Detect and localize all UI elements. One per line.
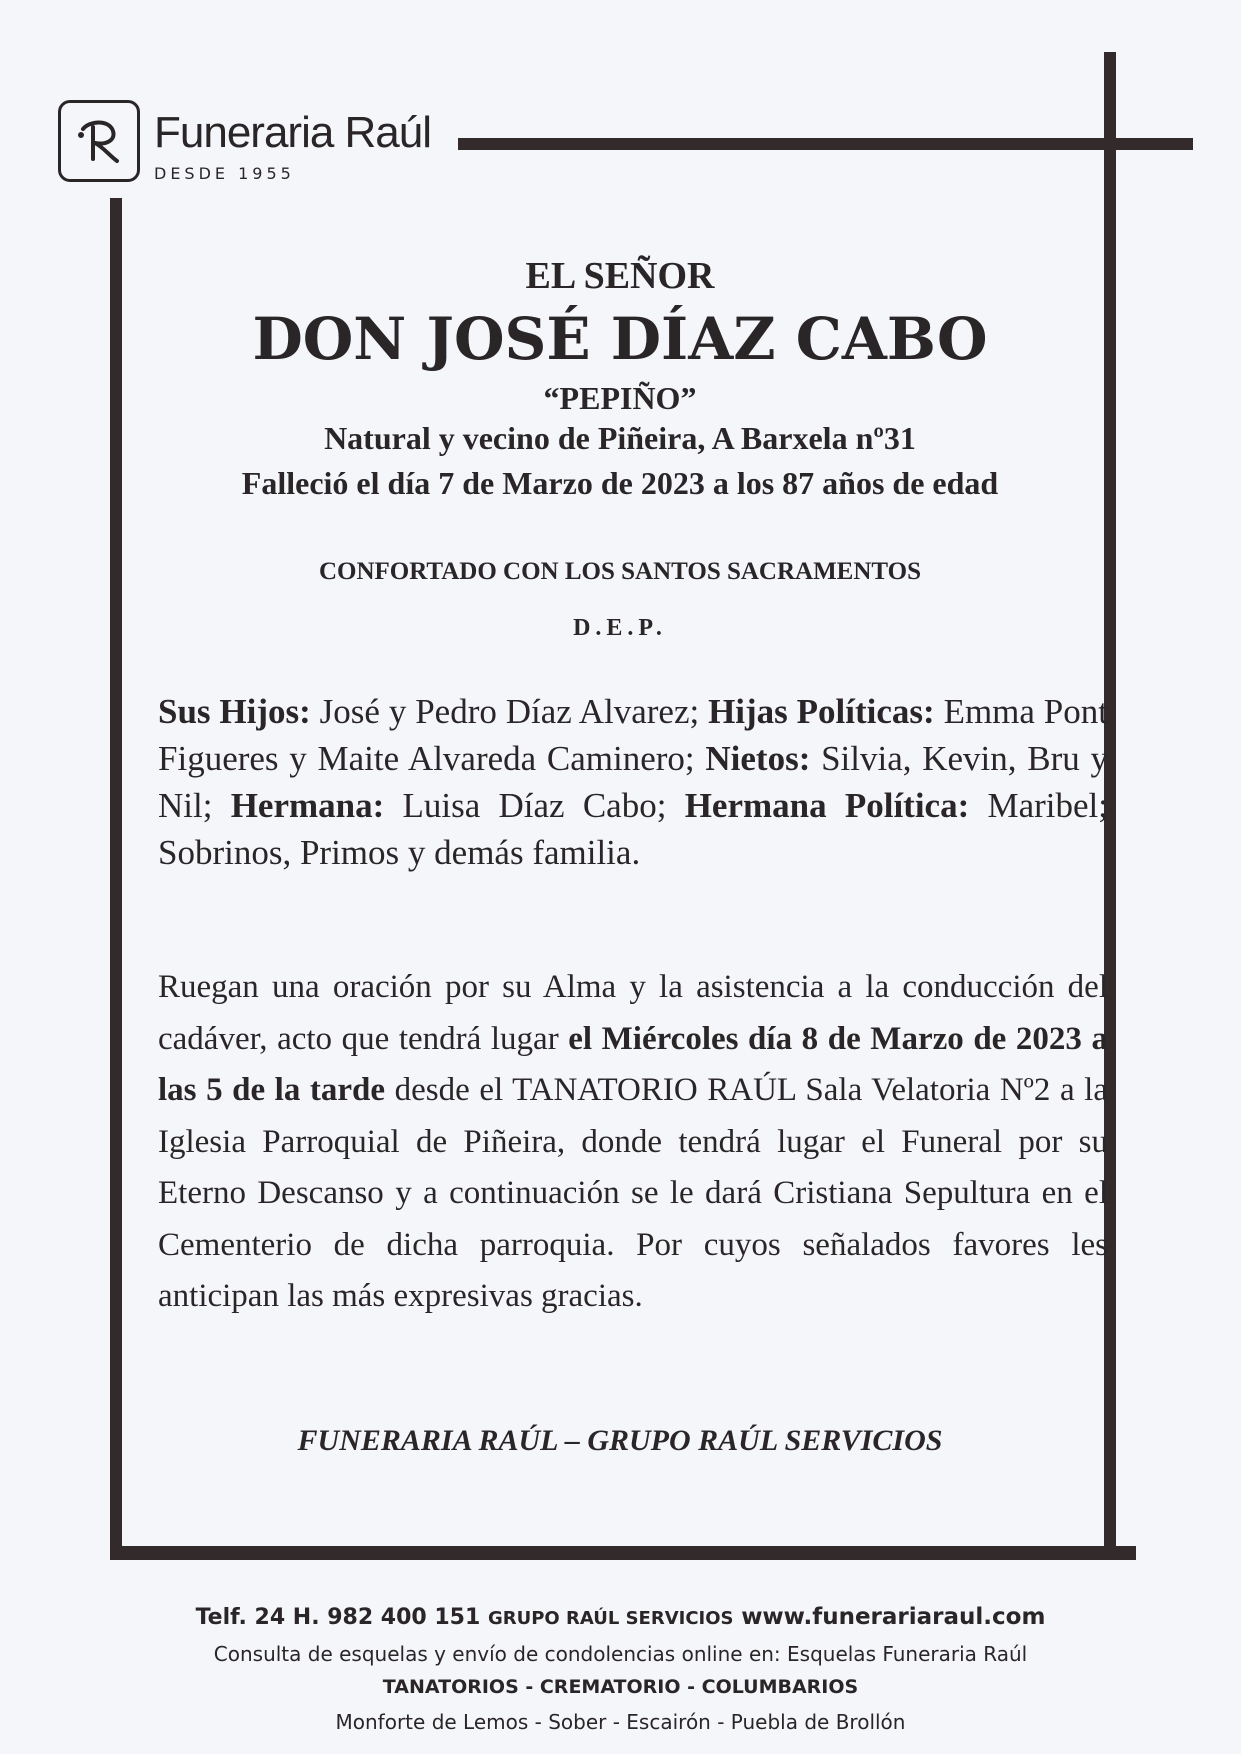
funeral-datetime: el Miércoles día 8 de Marzo de 2023 a las 5 de la tarde xyxy=(158,1020,1108,1108)
footer-online: Consulta de esquelas y envío de condolencias online en: Esquelas Funeraria Raúl xyxy=(213,1642,1028,1666)
frame-left-line xyxy=(110,198,122,1558)
sister-label: Hermana: xyxy=(230,786,385,825)
sacraments-line: CONFORTADO CON LOS SANTOS SACRAMENTOS xyxy=(318,558,921,585)
family-paragraph xyxy=(158,688,1108,876)
obituary-title: EL SEÑOR xyxy=(525,255,715,297)
logo-r-icon xyxy=(69,111,129,171)
deceased-origin: Natural y vecino de Piñeira, A Barxela nº31 xyxy=(324,420,916,456)
footer-locations: Monforte de Lemos - Sober - Escairón - Puebla de Brollón xyxy=(335,1710,906,1734)
sister-name: Luisa Díaz Cabo; xyxy=(384,786,685,825)
funeral-text-end: desde el TANATORIO RAÚL Sala Velatoria Nº2 a la Iglesia Parroquial de Piñeira, donde tendrá lugar el Funeral por su Eterno Descanso y a continuación se le dará Cristiana Sepultura en el Cementerio de dicha parroquia. Por cuyos señalados favores les anticipan las más expresivas gracias. xyxy=(158,1072,1108,1314)
children-label: Sus Hijos: xyxy=(158,692,311,731)
footer-group: GRUPO RAÚL SERVICIOS xyxy=(487,1608,734,1629)
funeral-text-start: Ruegan una oración por su Alma y la asistencia a la conducción del cadáver, acto que tendrá lugar xyxy=(158,969,1108,1057)
sister-inlaw-label: Hermana Política: xyxy=(684,786,970,825)
deceased-nickname: “PEPIÑO” xyxy=(543,380,697,416)
logo-emblem xyxy=(58,100,140,182)
logo-name: Funeraria Raúl xyxy=(154,108,432,157)
grandchildren-label: Nietos: xyxy=(705,739,811,778)
inlaws-label: Hijas Políticas: xyxy=(708,692,935,731)
death-date: Falleció el día 7 de Marzo de 2023 a los 87 años de edad xyxy=(241,465,999,501)
children-names: José y Pedro Díaz Alvarez; xyxy=(310,692,709,731)
frame-top-line xyxy=(458,138,1193,150)
footer-phone: Telf. 24 H. 982 400 151 xyxy=(195,1605,481,1630)
signature: FUNERARIA RAÚL – GRUPO RAÚL SERVICIOS xyxy=(297,1424,943,1457)
footer-services: TANATORIOS - CREMATORIO - COLUMBARIOS xyxy=(382,1676,859,1698)
footer-contact xyxy=(0,1604,1241,1630)
frame-bottom-line xyxy=(110,1546,1136,1560)
footer-website-link[interactable]: www.funerariaraul.com xyxy=(741,1604,1046,1630)
inlaws-names: Emma Pont Figueres y Maite Alvareda Caminero; xyxy=(158,692,1108,778)
grandchildren-names: Silvia, Kevin, Bru y Nil; xyxy=(158,739,1108,825)
funeral-paragraph xyxy=(158,962,1108,1323)
deceased-name: DON JOSÉ DÍAZ CABO xyxy=(252,305,988,373)
sister-inlaw-name: Maribel; Sobrinos, Primos y demás familia. xyxy=(158,786,1109,872)
rip-line: D.E.P. xyxy=(573,615,667,641)
logo-since: DESDE 1955 xyxy=(154,164,295,183)
